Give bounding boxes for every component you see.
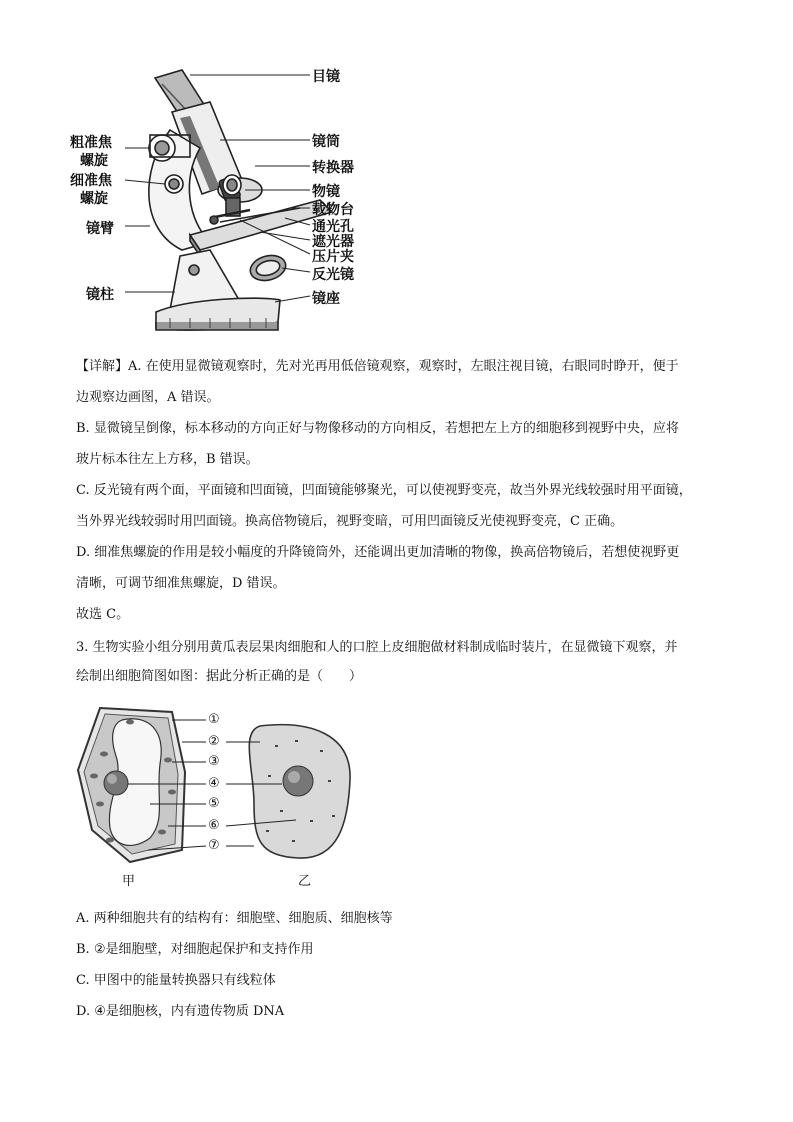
label-eyepiece: 目镜 [312, 69, 340, 85]
cell-figure [70, 700, 370, 890]
explanation-line-9: 故选 C。 [76, 607, 130, 622]
explanation-line-8: 清晰，可调节细准焦螺旋，D 错误。 [76, 576, 286, 591]
label-fine-line2: 螺旋 [80, 191, 108, 207]
question3-stem-line-1: 3. 生物实验小组分别用黄瓜表层果肉细胞和人的口腔上皮细胞做材料制成临时装片，在显微镜下观察，并 [76, 640, 678, 655]
label-nosepiece: 转换器 [312, 160, 354, 176]
explanation-line-6: 当外界光线较弱时用凹面镜。换高倍物镜后，视野变暗，可用凹面镜反光使视野变亮，C 正确。 [76, 514, 624, 529]
explanation-line-3: B. 显微镜呈倒像，标本移动的方向正好与物像移动的方向相反，若想把左上方的细胞移到视野中央，应将 [76, 421, 679, 436]
label-arm: 镜臂 [86, 221, 114, 237]
explanation-line-5: C. 反光镜有两个面，平面镜和凹面镜，凹面镜能够聚光，可以使视野变亮，故当外界光线较强时用平面镜， [76, 483, 692, 498]
explanation-line-7: D. 细准焦螺旋的作用是较小幅度的升降镜筒外，还能调出更加清晰的物像，换高倍物镜后，若想使视野更 [76, 545, 680, 560]
microscope-figure [70, 60, 370, 340]
question3-stem-line-2: 绘制出细胞简图如图：据此分析正确的是（ ） [76, 669, 363, 684]
label-coarse-line1: 粗准焦 [70, 135, 112, 151]
option-c: C. 甲图中的能量转换器只有线粒体 [76, 973, 276, 988]
explanation-line-2: 边观察边画图，A 错误。 [76, 390, 220, 405]
label-fine-line1: 细准焦 [70, 173, 112, 189]
label-aperture: 通光孔 [312, 219, 354, 235]
label-mirror: 反光镜 [312, 267, 354, 283]
marker-3: ③ [208, 754, 220, 769]
label-tube: 镜筒 [312, 134, 340, 150]
option-b: B. ②是细胞壁，对细胞起保护和支持作用 [76, 942, 314, 957]
option-d: D. ④是细胞核，内有遗传物质 DNA [76, 1004, 285, 1019]
option-a: A. 两种细胞共有的结构有：细胞壁、细胞质、细胞核等 [76, 911, 393, 926]
label-coarse-line2: 螺旋 [80, 153, 108, 169]
caption-plant-cell: 甲 [122, 874, 136, 889]
marker-1: ① [208, 712, 220, 727]
explanation-line-4: 玻片标本往左上方移，B 错误。 [76, 452, 259, 467]
marker-4: ④ [208, 776, 220, 791]
label-clip: 压片夹 [312, 249, 354, 265]
marker-2: ② [208, 734, 220, 749]
explanation-line-1: 【详解】A. 在使用显微镜观察时，先对光再用低倍镜观察，观察时，左眼注视目镜，右眼同时睁开，便于 [76, 359, 679, 374]
caption-human-cell: 乙 [298, 874, 312, 889]
label-stage: 载物台 [312, 202, 354, 218]
cell-diagrams [70, 700, 370, 890]
plant-cell-nucleus [104, 771, 128, 795]
marker-6: ⑥ [208, 818, 220, 833]
label-pillar: 镜柱 [86, 287, 114, 303]
label-objective: 物镜 [312, 184, 340, 200]
marker-7: ⑦ [208, 838, 220, 853]
label-base: 镜座 [312, 291, 340, 307]
label-diaphragm: 遮光器 [312, 234, 354, 250]
marker-5: ⑤ [208, 796, 220, 811]
